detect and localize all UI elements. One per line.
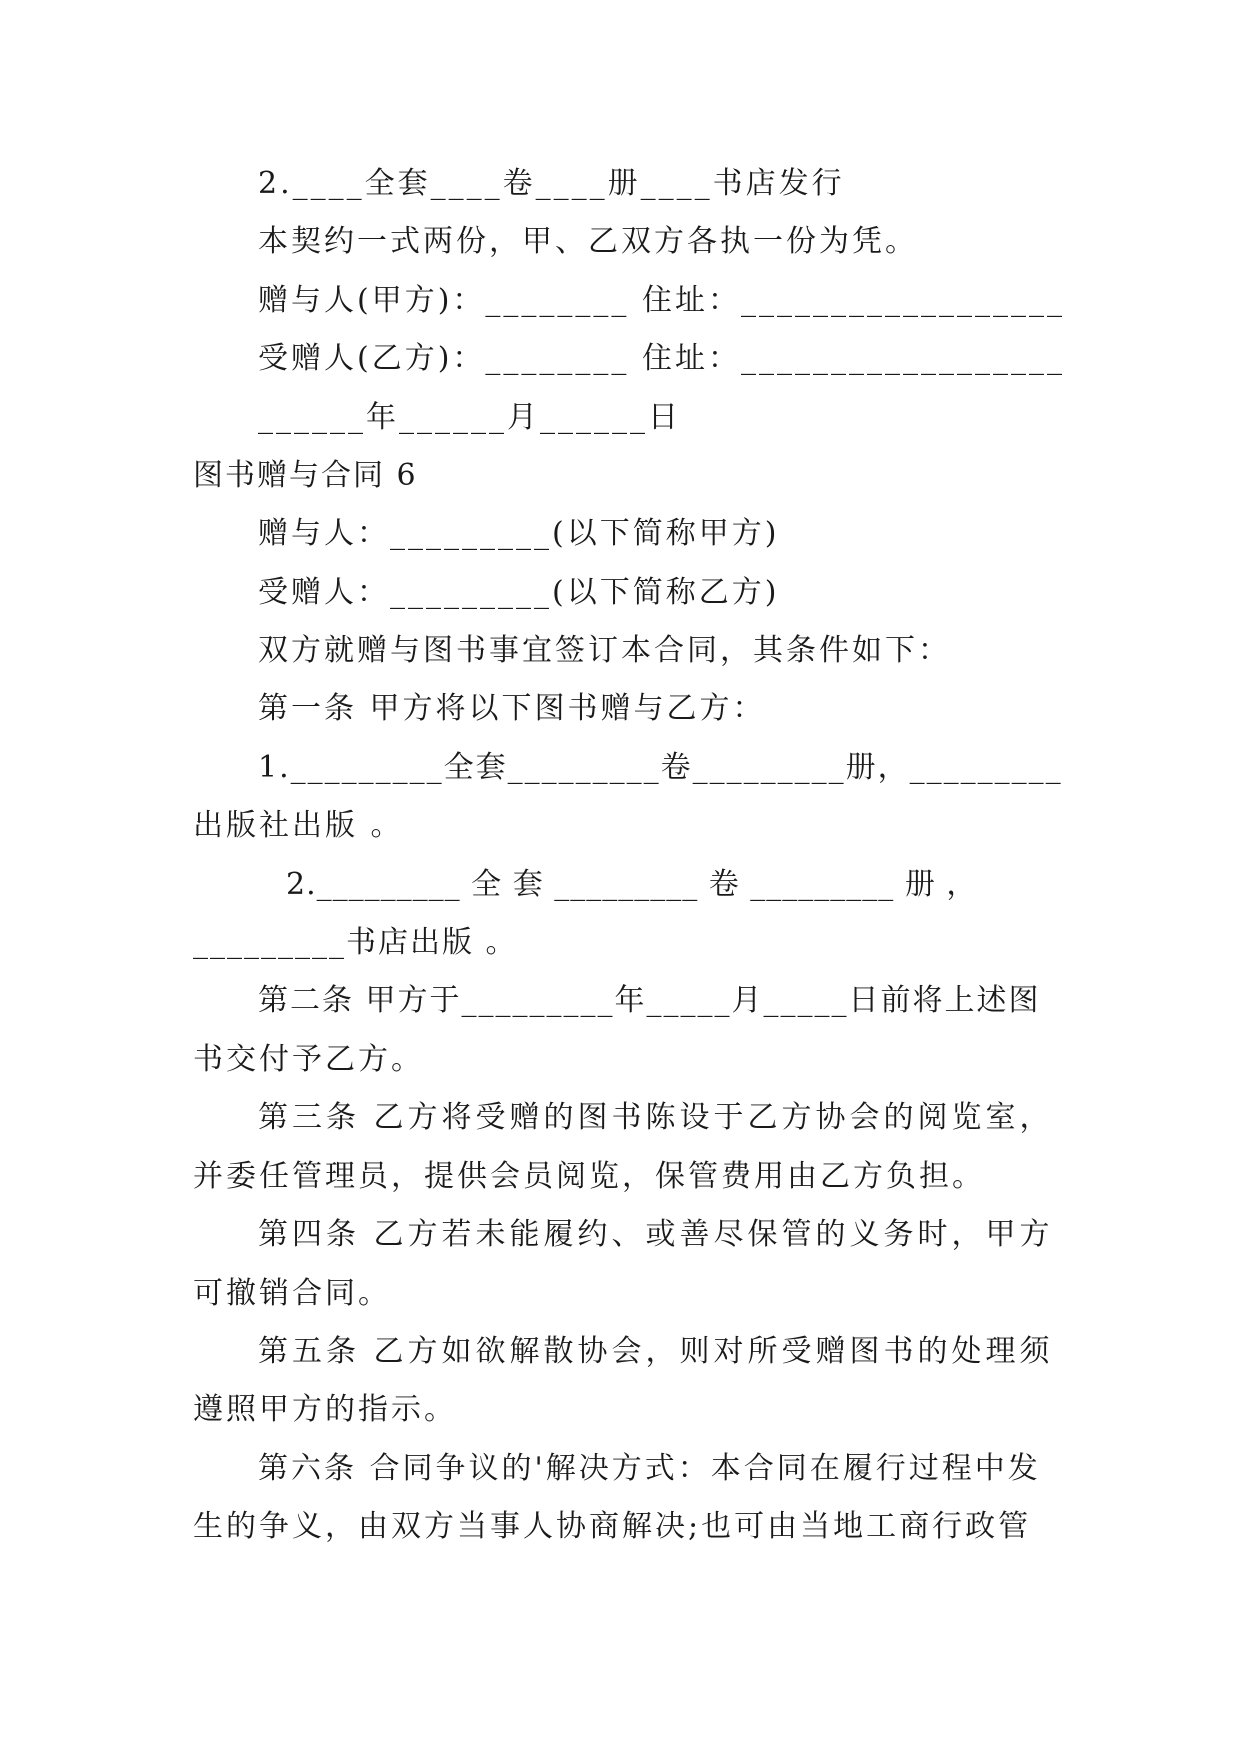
text-line: 生的争义，由双方当事人协商解决;也可由当地工商行政管 [193, 1509, 1032, 1544]
article-5: 第五条 乙方如欲解散协会，则对所受赠图书的处理须 [258, 1334, 1054, 1369]
recipient-line: 受赠人：_________(以下简称乙方) [258, 575, 780, 610]
text-line: 2._________ 全 套 _________ 卷 _________ 册 ， [286, 867, 978, 902]
text-line: 本契约一式两份，甲、乙双方各执一份为凭。 [258, 224, 918, 259]
text-line: 书交付予乙方。 [193, 1042, 424, 1077]
donor-line: 赠与人：_________(以下简称甲方) [258, 516, 780, 551]
text-line: 并委任管理员，提供会员阅览，保管费用由乙方负担。 [193, 1159, 985, 1194]
text-line: 遵照甲方的指示。 [193, 1392, 457, 1427]
text-line: _________书店出版 。 [193, 925, 518, 960]
article-4: 第四条 乙方若未能履约、或善尽保管的义务时，甲方 [258, 1217, 1054, 1252]
text-line: 2.____全套____卷____册____书店发行 [258, 166, 845, 201]
section-title: 图书赠与合同 6 [193, 458, 418, 493]
recipient-signature-line: 受赠人(乙方)：________ 住址：__________________ [258, 341, 1065, 376]
text-line: 双方就赠与图书事宜签订本合同，其条件如下： [258, 633, 951, 668]
article-2: 第二条 甲方于_________年_____月_____日前将上述图 [258, 983, 1041, 1018]
text-line: 1._________全套_________卷_________册，_________ [258, 750, 1063, 785]
article-3: 第三条 乙方将受赠的图书陈设于乙方协会的阅览室， [258, 1100, 1054, 1135]
donor-signature-line: 赠与人(甲方)：________ 住址：__________________ [258, 283, 1065, 318]
text-line: 可撤销合同。 [193, 1276, 391, 1311]
article-1-heading: 第一条 甲方将以下图书赠与乙方： [258, 691, 766, 726]
date-line: ______年______月______日 [258, 400, 681, 435]
article-6: 第六条 合同争议的'解决方式：本合同在履行过程中发 [258, 1451, 1041, 1486]
text-line: 出版社出版 。 [193, 808, 404, 843]
